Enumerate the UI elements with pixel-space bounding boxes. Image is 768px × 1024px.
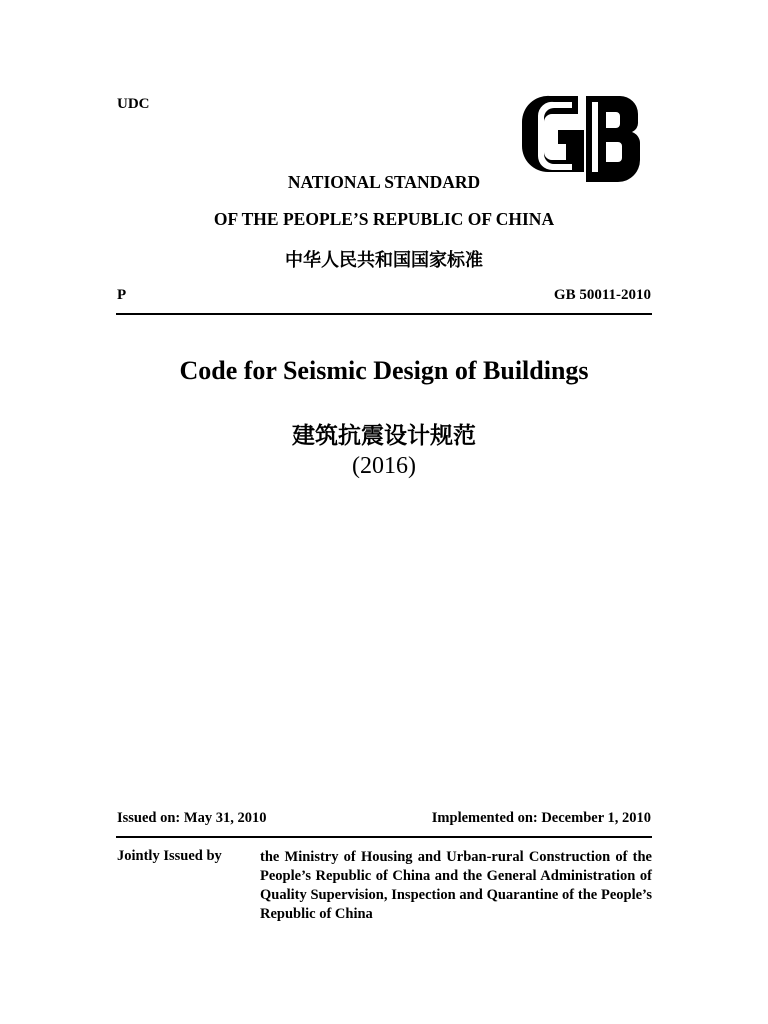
category-code: P [117,287,127,303]
footer-divider [116,836,652,838]
implemented-date: Implemented on: December 1, 2010 [431,810,651,826]
issued-date: Issued on: May 31, 2010 [117,810,267,826]
document-title-english: Code for Seismic Design of Buildings [179,356,589,385]
standard-title-line2: OF THE PEOPLE’S REPUBLIC OF CHINA [213,209,555,229]
standard-title-chinese: 中华人民共和国国家标准 [285,250,483,271]
issuer-label: Jointly Issued by [117,848,222,864]
gb-logo [520,92,644,182]
edition-year: (2016) [352,453,416,479]
issuer-text: the Ministry of Housing and Urban-rural Construction of the People’s Republic of China and the General Administration of Quality Supervision, Inspection and Quarantine of the People’s Republic of China [260,849,652,922]
header-divider [116,313,652,315]
document-title-chinese: 建筑抗震设计规范 [292,423,476,449]
standard-number: GB 50011-2010 [553,287,651,303]
standard-title-line1: NATIONAL STANDARD [287,172,481,192]
udc-label: UDC [117,96,150,112]
